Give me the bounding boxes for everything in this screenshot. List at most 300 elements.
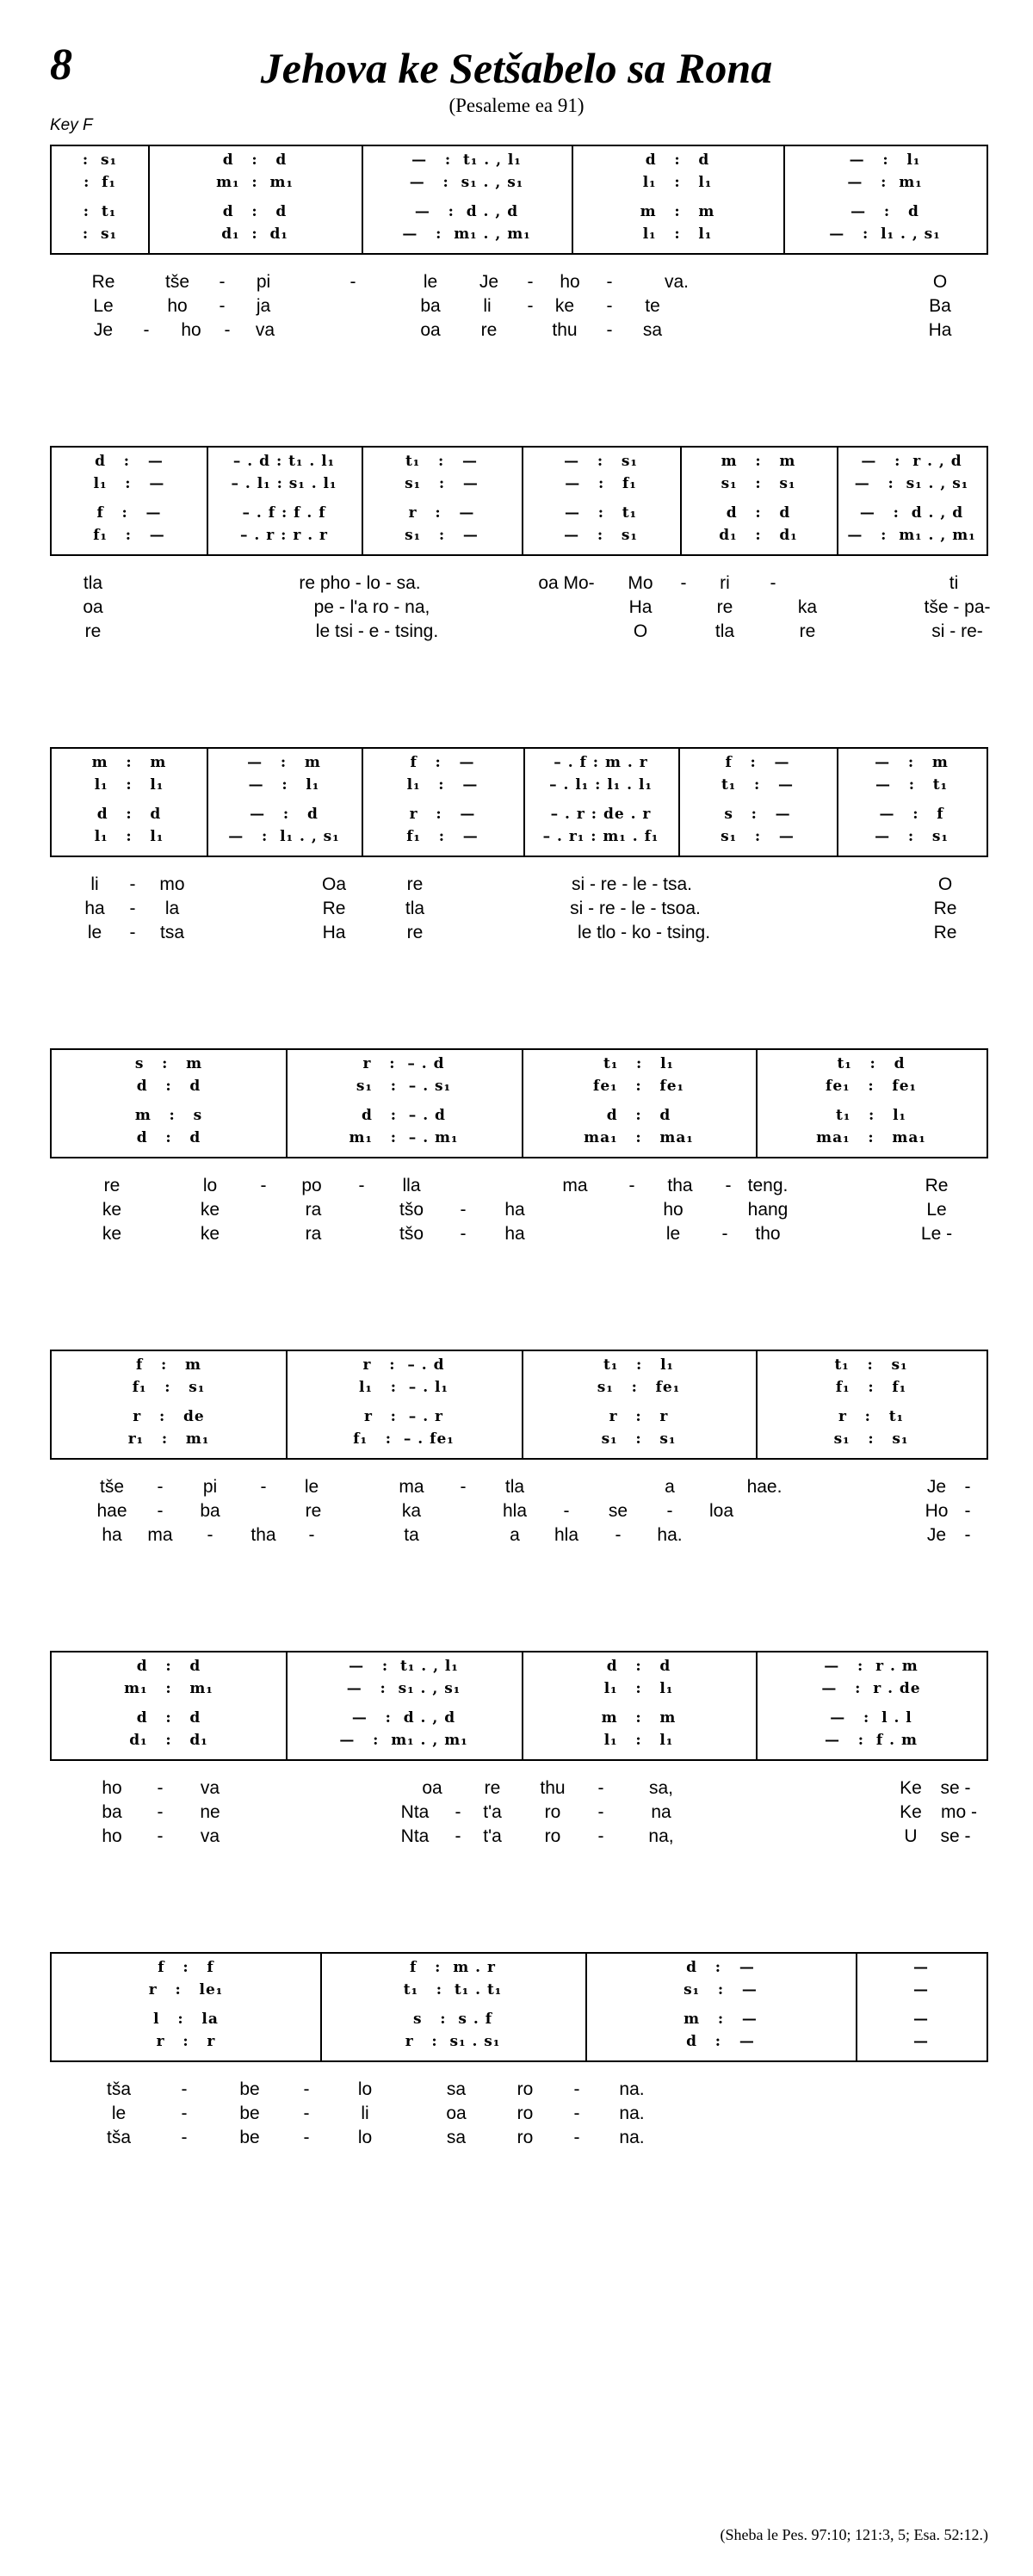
soprano-notes: – . f : m . r — [554, 754, 648, 771]
alto-notes: — : s₁ . , s₁ — [346, 1680, 461, 1697]
bass-notes: d₁ : d₁ — [221, 225, 288, 243]
bass-notes: – . r : r . r — [240, 527, 328, 544]
lyric-syllable: na. — [619, 2079, 645, 2099]
lyric-syllable: - — [721, 1224, 728, 1244]
alto-notes: s₁ : s₁ — [721, 475, 796, 492]
bass-notes: f₁ : — — [406, 828, 479, 845]
tenor-notes: m : — — [684, 2011, 758, 2028]
lyric-syllable: Le - — [920, 1224, 953, 1244]
lyric-syllable: ha — [102, 1525, 122, 1545]
soprano-notes: t₁ : l₁ — [603, 1055, 674, 1072]
bass-notes: — : m₁ . , m₁ — [402, 225, 531, 243]
measure — [320, 1954, 585, 2060]
tenor-notes: — : t₁ — [564, 504, 638, 522]
lyric-syllable: re pho - lo - sa. — [299, 573, 421, 593]
lyric-syllable: - — [157, 1477, 164, 1497]
tenor-notes: — — [913, 2011, 929, 2028]
lyric-syllable: le — [87, 923, 102, 942]
measure — [680, 448, 837, 554]
lyric-syllable: ja — [256, 296, 271, 316]
alto-notes: — : s₁ . , s₁ — [409, 174, 524, 191]
lyric-syllable: - — [308, 1525, 315, 1545]
lyric-syllable: - — [219, 272, 226, 292]
lyric-syllable: na. — [619, 2128, 645, 2147]
lyric-syllable: re — [305, 1501, 322, 1521]
tenor-notes: m : m — [601, 1709, 677, 1727]
tonic-solfa-staff — [50, 747, 988, 857]
measure — [52, 1652, 286, 1759]
lyric-syllable: - — [303, 2103, 310, 2123]
verse-line-2 — [50, 1499, 988, 1523]
lyric-syllable: tsa — [159, 923, 185, 942]
tonic-solfa-staff — [50, 446, 988, 556]
lyric-syllable: teng. — [747, 1176, 789, 1195]
alto-notes: l₁ : l₁ — [94, 776, 164, 794]
alto-notes: fe₁ : fe₁ — [826, 1078, 917, 1095]
alto-notes: — : s₁ . , s₁ — [854, 475, 969, 492]
lyric-syllable: Ha — [628, 597, 653, 617]
lyric-syllable: re — [84, 621, 102, 641]
lyric-syllable: va — [255, 320, 275, 340]
lyric-syllable: - — [181, 2128, 188, 2147]
verse-line-1 — [50, 873, 988, 897]
lyric-syllable: re — [103, 1176, 121, 1195]
measure — [522, 448, 680, 554]
lyric-syllable: ma — [399, 1477, 424, 1497]
verse-line-1 — [50, 571, 988, 596]
tenor-notes: f : — — [96, 504, 162, 522]
tenor-notes: d : d — [96, 806, 162, 823]
lyric-syllable: - — [260, 1477, 267, 1497]
lyric-syllable: lo — [202, 1176, 218, 1195]
tonic-solfa-staff — [50, 145, 988, 255]
alto-notes: f₁ : f₁ — [835, 1379, 907, 1396]
lyric-syllable: tha — [251, 1525, 276, 1545]
soprano-notes: r : – . d — [362, 1055, 445, 1072]
lyric-syllable: Re — [933, 923, 957, 942]
lyric-syllable: ho — [167, 296, 188, 316]
tenor-notes: r : t₁ — [838, 1408, 905, 1425]
tenor-notes: — : d . , d — [859, 504, 964, 522]
lyric-syllable: re — [406, 874, 424, 894]
alto-notes: s₁ : fe₁ — [597, 1379, 681, 1396]
measure — [52, 1954, 320, 2060]
soprano-notes: t₁ : d — [837, 1055, 906, 1072]
soprano-notes: f : f — [158, 1959, 214, 1976]
soprano-notes: d : d — [645, 151, 710, 169]
measure — [362, 146, 572, 253]
verse-line-1 — [50, 270, 988, 294]
measure — [52, 448, 207, 554]
soprano-notes: — : m — [875, 754, 949, 771]
lyric-syllable: Re — [322, 899, 346, 918]
lyric-syllable: tša — [106, 2079, 132, 2099]
lyric-syllable: tla — [504, 1477, 525, 1497]
lyric-syllable: t'a — [483, 1802, 502, 1822]
bass-notes: s₁ : — — [721, 828, 795, 845]
measure — [362, 749, 523, 856]
lyric-syllable: - — [207, 1525, 213, 1545]
measure — [286, 1652, 522, 1759]
lyric-syllable: li — [90, 874, 99, 894]
soprano-notes: t₁ : — — [405, 453, 479, 470]
lyric-syllable: tšo — [399, 1200, 424, 1220]
alto-notes: s₁ : – . s₁ — [356, 1078, 452, 1095]
bass-notes: s₁ : s₁ — [833, 1430, 909, 1448]
lyric-syllable: tla — [405, 899, 425, 918]
lyric-syllable: - — [770, 573, 776, 593]
lyric-syllable: tše — [164, 272, 190, 292]
lyric-syllable: Ba — [929, 296, 951, 316]
tenor-notes: s : — — [724, 806, 791, 823]
measure — [52, 749, 207, 856]
lyric-syllable: si - re - le - tsa. — [571, 874, 693, 894]
lyric-syllable: ke — [554, 296, 575, 316]
lyric-syllable: va — [200, 1826, 220, 1846]
lyric-syllable: Le — [926, 1200, 947, 1220]
lyric-syllable: Je — [926, 1525, 947, 1545]
alto-notes: f₁ : s₁ — [132, 1379, 206, 1396]
lyric-syllable: tša — [106, 2128, 132, 2147]
lyric-syllable: ma — [562, 1176, 588, 1195]
measure — [572, 146, 783, 253]
lyric-syllable: - — [964, 1477, 971, 1497]
soprano-notes: f : — — [725, 754, 790, 771]
soprano-notes: — : t₁ . , l₁ — [411, 151, 522, 169]
lyric-syllable: O — [932, 272, 948, 292]
lyric-syllable: va. — [664, 272, 690, 292]
lyric-syllable: se — [608, 1501, 628, 1521]
soprano-notes: t₁ : l₁ — [603, 1356, 674, 1374]
lyric-syllable: - — [573, 2079, 580, 2099]
bass-notes: — — [913, 2033, 929, 2050]
lyric-syllable: ro — [516, 2128, 534, 2147]
lyric-syllable: - — [460, 1224, 467, 1244]
lyric-syllable: na. — [619, 2103, 645, 2123]
measure — [522, 1351, 756, 1458]
lyric-syllable: - — [219, 296, 226, 316]
lyric-syllable: hae — [96, 1501, 127, 1521]
lyric-syllable: ke — [102, 1224, 122, 1244]
lyric-syllable: ro — [516, 2103, 534, 2123]
alto-notes: l₁ : l₁ — [603, 1680, 674, 1697]
lyric-syllable: Ke — [900, 1802, 922, 1822]
hymn-subtitle: (Pesaleme ea 91) — [448, 95, 585, 116]
lyric-syllable: ho — [560, 272, 580, 292]
verse-line-2 — [50, 2102, 988, 2126]
lyric-syllable: tše — [99, 1477, 125, 1497]
verse-line-2 — [50, 1801, 988, 1825]
tenor-notes: r : de — [133, 1408, 205, 1425]
lyric-syllable: ke — [102, 1200, 122, 1220]
bass-notes: — : l₁ . , s₁ — [228, 828, 340, 845]
bass-notes: m₁ : – . m₁ — [349, 1129, 459, 1146]
lyric-syllable: - — [606, 296, 613, 316]
verse-line-3 — [50, 921, 988, 945]
lyric-syllable: Mo — [628, 573, 653, 593]
lyric-syllable: pi — [202, 1477, 218, 1497]
lyric-syllable: Ha — [322, 923, 346, 942]
lyric-syllable: le — [423, 272, 438, 292]
measure — [756, 1351, 987, 1458]
lyric-syllable: - — [597, 1778, 604, 1798]
tenor-notes: – . f : f . f — [242, 504, 326, 522]
lyric-syllable: ro — [516, 2079, 534, 2099]
lyric-syllable: ho — [102, 1826, 122, 1846]
bass-notes: d₁ : d₁ — [719, 527, 798, 544]
measure — [783, 146, 987, 253]
alto-notes: t₁ : t₁ . t₁ — [403, 1981, 503, 1998]
lyric-syllable: po — [301, 1176, 322, 1195]
bass-notes: ma₁ : ma₁ — [584, 1129, 694, 1146]
lyric-syllable: Oa — [321, 874, 347, 894]
lyric-syllable: Je — [926, 1477, 947, 1497]
soprano-notes: — — [913, 1959, 929, 1976]
lyric-syllable: - — [725, 1176, 732, 1195]
lyric-syllable: hang — [747, 1200, 789, 1220]
lyric-syllable: sa — [642, 320, 663, 340]
measure — [523, 749, 678, 856]
lyric-syllable: ho — [102, 1778, 122, 1798]
lyric-syllable: pi — [256, 272, 271, 292]
tenor-notes: d : d — [136, 1709, 201, 1727]
verse-line-1 — [50, 1776, 988, 1801]
measure — [207, 749, 362, 856]
measure — [207, 448, 362, 554]
alto-notes: – . l₁ : s₁ . l₁ — [231, 475, 337, 492]
lyric-syllable: tla — [83, 573, 103, 593]
alto-notes: fe₁ : fe₁ — [593, 1078, 684, 1095]
verse-line-3 — [50, 620, 988, 644]
alto-notes: l₁ : – . l₁ — [359, 1379, 448, 1396]
tenor-notes: m : s — [134, 1107, 203, 1124]
lyric-syllable: - — [260, 1176, 267, 1195]
lyric-syllable: na — [651, 1802, 671, 1822]
tenor-notes: — : d — [851, 203, 919, 220]
lyric-syllable: - — [615, 1525, 622, 1545]
lyric-syllable: - — [181, 2103, 188, 2123]
measure — [585, 1954, 856, 2060]
lyric-syllable: ka — [797, 597, 818, 617]
lyric-syllable: ne — [200, 1802, 220, 1822]
alto-notes: — : m₁ — [847, 174, 923, 191]
key-signature: Key F — [50, 116, 93, 134]
alto-notes: — : f₁ — [565, 475, 637, 492]
alto-notes: : f₁ — [84, 174, 116, 191]
lyric-syllable: re — [484, 1778, 501, 1798]
alto-notes: t₁ : — — [721, 776, 795, 794]
lyric-syllable: ta — [404, 1525, 419, 1545]
lyric-syllable: oa — [422, 1778, 442, 1798]
lyric-syllable: ka — [401, 1501, 422, 1521]
measure — [856, 1954, 987, 2060]
tenor-notes: – . r : de . r — [550, 806, 652, 823]
lyric-syllable: U — [904, 1826, 918, 1846]
measure — [362, 448, 522, 554]
lyrics-block — [50, 1174, 988, 1246]
alto-notes: d : d — [136, 1078, 201, 1095]
soprano-notes: r : – . d — [362, 1356, 445, 1374]
tenor-notes: m : m — [640, 203, 715, 220]
soprano-notes: — : r . , d — [861, 453, 962, 470]
lyric-syllable: - — [460, 1477, 467, 1497]
lyrics-block — [50, 1475, 988, 1547]
lyric-syllable: - — [666, 1501, 673, 1521]
lyric-syllable: a — [665, 1477, 675, 1497]
tenor-notes: — : f — [879, 806, 944, 823]
lyrics-block — [50, 873, 988, 945]
lyric-syllable: si - re- — [931, 621, 983, 641]
lyric-syllable: be — [239, 2079, 260, 2099]
alto-notes: m₁ : m₁ — [216, 174, 294, 191]
lyric-syllable: Ho — [925, 1501, 949, 1521]
lyric-syllable: ba — [102, 1802, 122, 1822]
lyric-syllable: ha — [504, 1224, 525, 1244]
measure — [52, 146, 148, 253]
bass-notes: — : m₁ . , m₁ — [847, 527, 976, 544]
lyric-syllable: re — [799, 621, 816, 641]
verse-line-2 — [50, 897, 988, 921]
soprano-notes: d : d — [606, 1658, 671, 1675]
soprano-notes: d : d — [136, 1658, 201, 1675]
measure — [837, 749, 987, 856]
lyric-syllable: - — [349, 272, 356, 292]
bass-notes: s₁ : s₁ — [601, 1430, 677, 1448]
lyric-syllable: - — [597, 1802, 604, 1822]
lyric-syllable: be — [239, 2128, 260, 2147]
lyric-syllable: - — [157, 1501, 164, 1521]
alto-notes: – . l₁ : l₁ . l₁ — [549, 776, 653, 794]
verse-line-1 — [50, 2078, 988, 2102]
tonic-solfa-staff — [50, 1350, 988, 1460]
lyric-syllable: hla — [502, 1501, 528, 1521]
lyric-syllable: re — [480, 320, 498, 340]
bass-notes: f₁ : — — [93, 527, 165, 544]
lyric-syllable: - — [628, 1176, 635, 1195]
measure — [756, 1652, 987, 1759]
lyric-syllable: mo - — [941, 1802, 977, 1822]
tenor-notes: t₁ : l₁ — [836, 1107, 906, 1124]
bass-notes: ma₁ : ma₁ — [816, 1129, 926, 1146]
measure — [148, 146, 362, 253]
lyric-syllable: ke — [200, 1224, 220, 1244]
verse-line-2 — [50, 596, 991, 620]
lyric-syllable: sa, — [648, 1778, 674, 1798]
alto-notes: m₁ : m₁ — [124, 1680, 213, 1697]
lyric-syllable: hla — [554, 1525, 579, 1545]
lyric-syllable: t'a — [483, 1826, 502, 1846]
tonic-solfa-staff — [50, 1048, 988, 1158]
bass-notes: r : r — [156, 2033, 216, 2050]
lyric-syllable: ri — [720, 573, 730, 593]
lyric-syllable: hae. — [746, 1477, 782, 1497]
lyric-syllable: lo — [357, 2079, 373, 2099]
verse-line-1 — [50, 1174, 988, 1198]
lyric-syllable: ke — [200, 1200, 220, 1220]
lyric-syllable: - — [964, 1525, 971, 1545]
verse-line-3 — [50, 2126, 988, 2150]
verse-line-2 — [50, 294, 988, 318]
verse-line-3 — [50, 1825, 988, 1849]
scripture-footnote: (Sheba le Pes. 97:10; 121:3, 5; Esa. 52:12.) — [720, 2526, 988, 2543]
bass-notes: — : s₁ — [564, 527, 638, 544]
alto-notes: s₁ : — — [684, 1981, 758, 1998]
lyric-syllable: oa — [446, 2103, 467, 2123]
measure — [52, 1050, 286, 1157]
lyric-syllable: re — [716, 597, 733, 617]
lyric-syllable: - — [597, 1826, 604, 1846]
measure — [522, 1050, 756, 1157]
soprano-notes: f : m . r — [410, 1959, 496, 1976]
lyric-syllable: - — [563, 1501, 570, 1521]
lyric-syllable: - — [964, 1501, 971, 1521]
verse-line-2 — [50, 1198, 988, 1222]
lyric-syllable: tšo — [399, 1224, 424, 1244]
bass-notes: — : s₁ — [875, 828, 949, 845]
lyrics-block — [50, 2078, 988, 2150]
alto-notes: r : le₁ — [148, 1981, 224, 1998]
lyric-syllable: - — [157, 1826, 164, 1846]
bass-notes: f₁ : – . fe₁ — [353, 1430, 455, 1448]
soprano-notes: d : — — [95, 453, 164, 470]
bass-notes: l₁ : l₁ — [603, 1732, 674, 1749]
lyric-syllable: - — [157, 1778, 164, 1798]
lyric-syllable: tše - pa- — [924, 597, 991, 617]
lyric-syllable: Ke — [900, 1778, 922, 1798]
soprano-notes: d : d — [222, 151, 288, 169]
lyric-syllable: - — [143, 320, 150, 340]
bass-notes: — : f . m — [825, 1732, 918, 1749]
lyric-syllable: lo — [357, 2128, 373, 2147]
lyric-syllable: ha. — [657, 1525, 683, 1545]
lyric-syllable: Nta — [400, 1826, 430, 1846]
lyric-syllable: - — [606, 272, 613, 292]
lyric-syllable: Re — [925, 1176, 949, 1195]
lyric-syllable: ho — [181, 320, 201, 340]
bass-notes: r : s₁ . s₁ — [405, 2033, 501, 2050]
tenor-notes: — : d . , d — [351, 1709, 456, 1727]
bass-notes: — : m₁ . , m₁ — [339, 1732, 468, 1749]
bass-notes: l₁ : l₁ — [94, 828, 164, 845]
soprano-notes: s : m — [134, 1055, 203, 1072]
bass-notes: – . r₁ : m₁ . f₁ — [542, 828, 659, 845]
soprano-notes: d : — — [686, 1959, 755, 1976]
lyric-syllable: Je — [479, 272, 499, 292]
soprano-notes: m : m — [91, 754, 167, 771]
lyric-syllable: - — [573, 2128, 580, 2147]
tenor-notes: r : r — [609, 1408, 669, 1425]
lyrics-block — [50, 270, 988, 343]
alto-notes: l₁ : — — [406, 776, 479, 794]
lyric-syllable: oa — [420, 320, 441, 340]
lyric-syllable: ha — [504, 1200, 525, 1220]
lyric-syllable: va — [200, 1778, 220, 1798]
soprano-notes: m : m — [721, 453, 796, 470]
lyric-syllable: - — [129, 923, 136, 942]
lyric-syllable: be — [239, 2103, 260, 2123]
tenor-notes: — : l . l — [830, 1709, 912, 1727]
lyric-syllable: sa — [446, 2128, 467, 2147]
bass-notes: d₁ : d₁ — [129, 1732, 208, 1749]
lyric-syllable: Le — [93, 296, 114, 316]
lyric-syllable: - — [455, 1802, 461, 1822]
lyric-syllable: ra — [305, 1224, 322, 1244]
lyric-syllable: - — [181, 2079, 188, 2099]
lyric-syllable: oa Mo- — [538, 573, 595, 593]
verse-line-3 — [50, 1222, 988, 1246]
tonic-solfa-staff — [50, 1651, 988, 1761]
lyric-syllable: sa — [446, 2079, 467, 2099]
